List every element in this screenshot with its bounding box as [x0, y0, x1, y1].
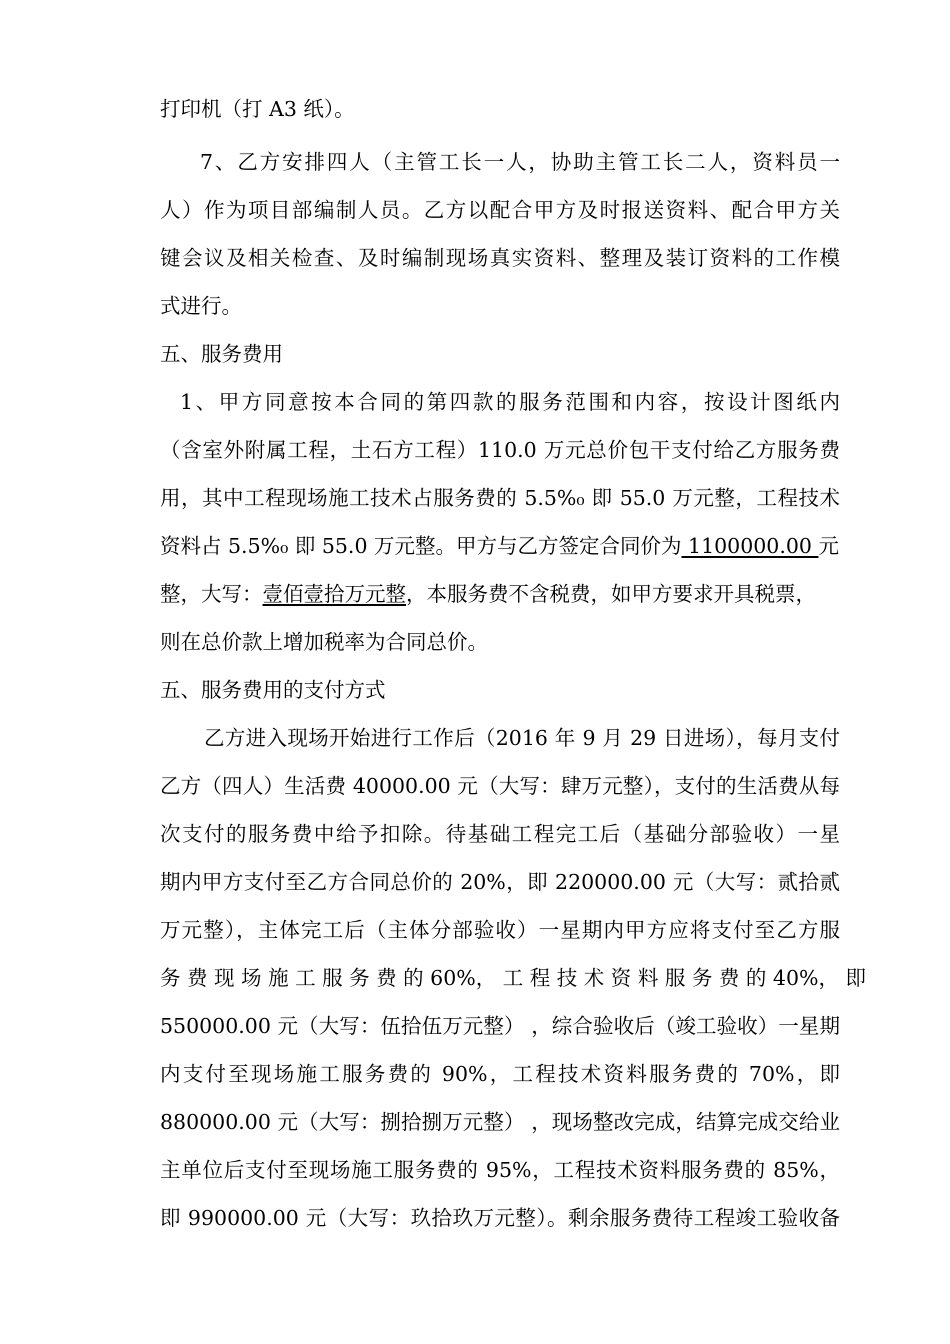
text-line: 550000.00 元（大写：伍拾伍万元整） ，综合验收后（竣工验收）一星期: [160, 1014, 840, 1038]
text-line: 880000.00 元（大写：捌拾捌万元整） ，现场整改完成，结算完成交给业: [160, 1110, 840, 1134]
text-line-amount-in-words: [160, 584, 840, 605]
text-line: 乙方进入现场开始进行工作后（2016 年 9 月 29 日进场），每月支付: [204, 726, 840, 750]
section-heading: 五、服务费用: [160, 342, 283, 366]
text-line: 务 费 现 场 施 工 服 务 费 的 60%， 工 程 技 术 资 料 服 务 费 的 40%， 即: [160, 966, 866, 990]
text-segment: 元: [818, 534, 839, 558]
text-line: 乙方（四人）生活费 40000.00 元（大写：肆万元整），支付的生活费从每: [160, 774, 840, 798]
text-line: 万元整），主体完工后（主体分部验收）一星期内甲方应将支付至乙方服: [160, 918, 840, 942]
text-line: 期内甲方支付至乙方合同总价的 20%，即 220000.00 元（大写：贰拾贰: [160, 870, 840, 894]
text-line: 内支付至现场施工服务费的 90%，工程技术资料服务费的 70%，即: [160, 1062, 840, 1086]
text-line: （含室外附属工程，土石方工程）110.0 万元总价包干支付给乙方服务费: [160, 438, 840, 462]
text-line: 7、乙方安排四人（主管工长一人，协助主管工长二人，资料员一: [200, 150, 840, 174]
text-line: 打印机（打 A3 纸）。: [160, 97, 355, 121]
text-line: 则在总价款上增加税率为合同总价。: [160, 630, 488, 654]
text-segment: ，本服务费不含税费，如甲方要求开具税票，: [406, 582, 816, 606]
text-line: 次支付的服务费中给予扣除。待基础工程完工后（基础分部验收）一星: [160, 822, 840, 846]
text-line: 用，其中工程现场施工技术占服务费的 5.5%₀ 即 55.0 万元整，工程技术: [160, 486, 840, 510]
text-line: 人）作为项目部编制人员。乙方以配合甲方及时报送资料、配合甲方关: [160, 198, 840, 222]
text-line-contract-price: [160, 536, 840, 557]
text-line: 式进行。: [160, 294, 242, 318]
section-heading: 五、服务费用的支付方式: [160, 678, 386, 702]
text-line: 主单位后支付至现场施工服务费的 95%，工程技术资料服务费的 85%，: [160, 1158, 840, 1182]
text-segment: 整，大写：: [160, 582, 263, 606]
contract-price-in-words: 壹佰壹拾万元整: [262, 582, 406, 606]
text-line: 键会议及相关检查、及时编制现场真实资料、整理及装订资料的工作模: [160, 246, 840, 270]
contract-price-amount: 1100000.00: [681, 534, 819, 558]
text-segment: 资料占 5.5%₀ 即 55.0 万元整。甲方与乙方签定合同价为: [160, 534, 682, 558]
text-line: 即 990000.00 元（大写：玖拾玖万元整）。剩余服务费待工程竣工验收备: [160, 1206, 840, 1230]
text-line: 1、甲方同意按本合同的第四款的服务范围和内容，按设计图纸内: [180, 390, 840, 414]
